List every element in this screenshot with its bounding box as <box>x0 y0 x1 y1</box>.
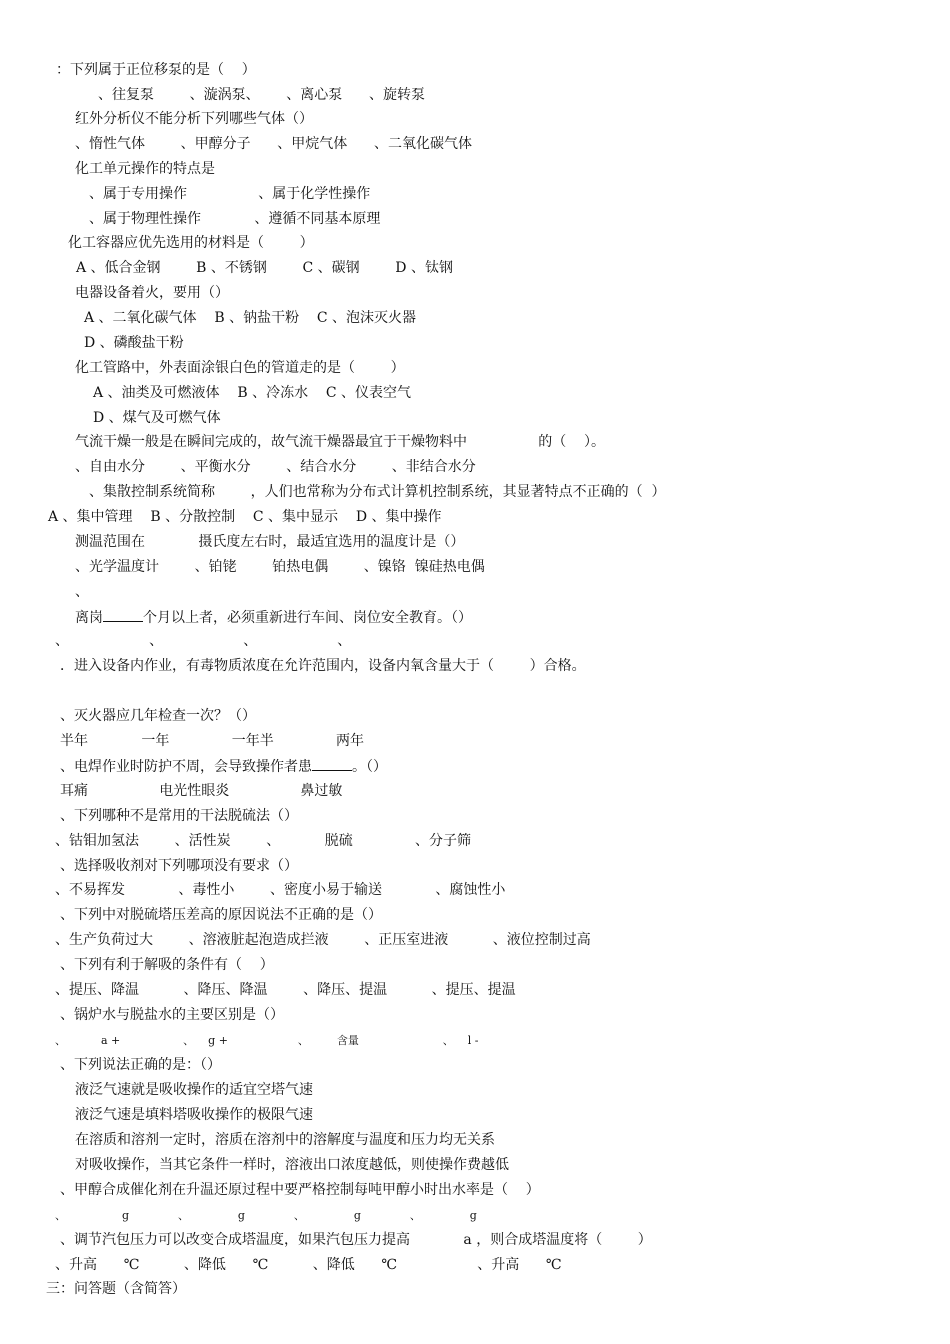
question-text: 化工单元操作的特点是 <box>75 161 215 177</box>
section-heading: 三：问答题（含简答） <box>46 1281 186 1297</box>
option-row: 、 a + 、 g + 、 含量 、 l - <box>55 1034 479 1047</box>
question-text: 、甲醇合成催化剂在升温还原过程中要严格控制每吨甲醇小时出水率是（ ） <box>60 1182 540 1198</box>
question-text: 化工容器应优先选用的材料是（ ） <box>68 235 314 251</box>
statement-line: 对吸收操作，当其它条件一样时，溶液出口浓度越低，则使操作费越低 <box>75 1157 509 1173</box>
question-text: 、灭火器应几年检查一次？（） <box>60 708 256 724</box>
option-row: 、升高 ℃ 、降低 ℃ 、降低 ℃ 、升高 ℃ <box>55 1257 562 1273</box>
option-row: A 、二氧化碳气体 B 、钠盐干粉 C 、泡沫灭火器 <box>84 310 417 326</box>
question-text: 、下列说法正确的是：（） <box>60 1057 221 1073</box>
statement-line: 液泛气速就是吸收操作的适宜空塔气速 <box>75 1082 313 1098</box>
question-text: 、锅炉水与脱盐水的主要区别是（） <box>60 1007 284 1023</box>
question-tail: 个月以上者，必须重新进行车间、岗位安全教育。（） <box>143 610 472 626</box>
question-tail: 。（） <box>352 759 387 775</box>
question-text <box>75 609 472 626</box>
question-text: 、集散控制系统简称 ，人们也常称为分布式计算机控制系统，其显著特点不正确的（ ） <box>89 484 666 500</box>
question-text: 测温范围在 摄氏度左右时，最适宜选用的温度计是（） <box>75 534 465 550</box>
option-row: A 、低合金钢 B 、不锈钢 C 、碳钢 D 、钛钢 <box>76 260 453 276</box>
question-lead: 离岗 <box>75 610 103 626</box>
option-row: 、不易挥发 、毒性小 、密度小易于输送 、腐蚀性小 <box>55 882 506 898</box>
option-row: A 、集中管理 B 、分散控制 C 、集中显示 D 、集中操作 <box>48 509 442 525</box>
option-row: 、提压、降温 、降压、降温 、降压、提温 、提压、提温 <box>55 982 516 998</box>
option-row: 、光学温度计 、铂铑 铂热电偶 、镍铬 镍硅热电偶 <box>75 559 485 575</box>
answer-blank <box>103 609 143 622</box>
question-text: 红外分析仪不能分析下列哪些气体（） <box>75 111 313 127</box>
question-text: 、下列有利于解吸的条件有（ ） <box>60 957 274 973</box>
question-text <box>60 758 387 775</box>
option-row: 、 、 、 、 <box>55 633 352 649</box>
option-row: 、生产负荷过大 、溶液脏起泡造成拦液 、正压室进液 、液位控制过高 <box>55 932 591 948</box>
option-row: 、 g 、 g 、 g 、 g <box>55 1209 477 1222</box>
option-row: 、属于物理性操作 、遵循不同基本原理 <box>89 211 381 227</box>
option-row: 半年 一年 一年半 两年 <box>60 733 365 749</box>
question-lead: 、电焊作业时防护不周，会导致操作者患 <box>60 759 312 775</box>
option-row: D 、煤气及可燃气体 <box>93 410 221 426</box>
statement-line: 液泛气速是填料塔吸收操作的极限气速 <box>75 1107 313 1123</box>
question-text: 、选择吸收剂对下列哪项没有要求（） <box>60 858 298 874</box>
statement-line: 在溶质和溶剂一定时，溶质在溶剂中的溶解度与温度和压力均无关系 <box>75 1132 495 1148</box>
option-row: 耳痛 电光性眼炎 鼻过敏 <box>60 783 343 799</box>
option-row: 、属于专用操作 、属于化学性操作 <box>89 186 371 202</box>
option-row: D 、磷酸盐干粉 <box>84 335 184 351</box>
option-row: 、自由水分 、平衡水分 、结合水分 、非结合水分 <box>75 459 476 475</box>
option-row: 、往复泵 、漩涡泵、 、离心泵 、旋转泵 <box>98 87 426 103</box>
question-text: 化工管路中，外表面涂银白色的管道走的是（ ） <box>75 360 405 376</box>
option-row: 、 <box>75 584 89 600</box>
question-text: 、下列哪种不是常用的干法脱硫法（） <box>60 808 298 824</box>
option-row: A 、油类及可燃液体 B 、冷冻水 C 、仪表空气 <box>93 385 412 401</box>
question-text: 、调节汽包压力可以改变合成塔温度，如果汽包压力提高 a ，则合成塔温度将（ ） <box>60 1232 652 1248</box>
option-row: 、钴钼加氢法 、活性炭 、 脱硫 、分子筛 <box>55 833 472 849</box>
option-row: 、惰性气体 、甲醇分子 、甲烷气体 、二氧化碳气体 <box>75 136 473 152</box>
question-text: ．进入设备内作业，有毒物质浓度在允许范围内，设备内氧含量大于（ ）合格。 <box>60 658 586 674</box>
question-text: 电器设备着火，要用（） <box>75 285 229 301</box>
question-text: ：下列属于正位移泵的是（ ） <box>56 62 256 78</box>
question-text: 气流干燥一般是在瞬间完成的，故气流干燥器最宜于干燥物料中 的（ ）。 <box>75 434 606 450</box>
question-text: 、下列中对脱硫塔压差高的原因说法不正确的是（） <box>60 907 382 923</box>
answer-blank <box>312 758 352 771</box>
